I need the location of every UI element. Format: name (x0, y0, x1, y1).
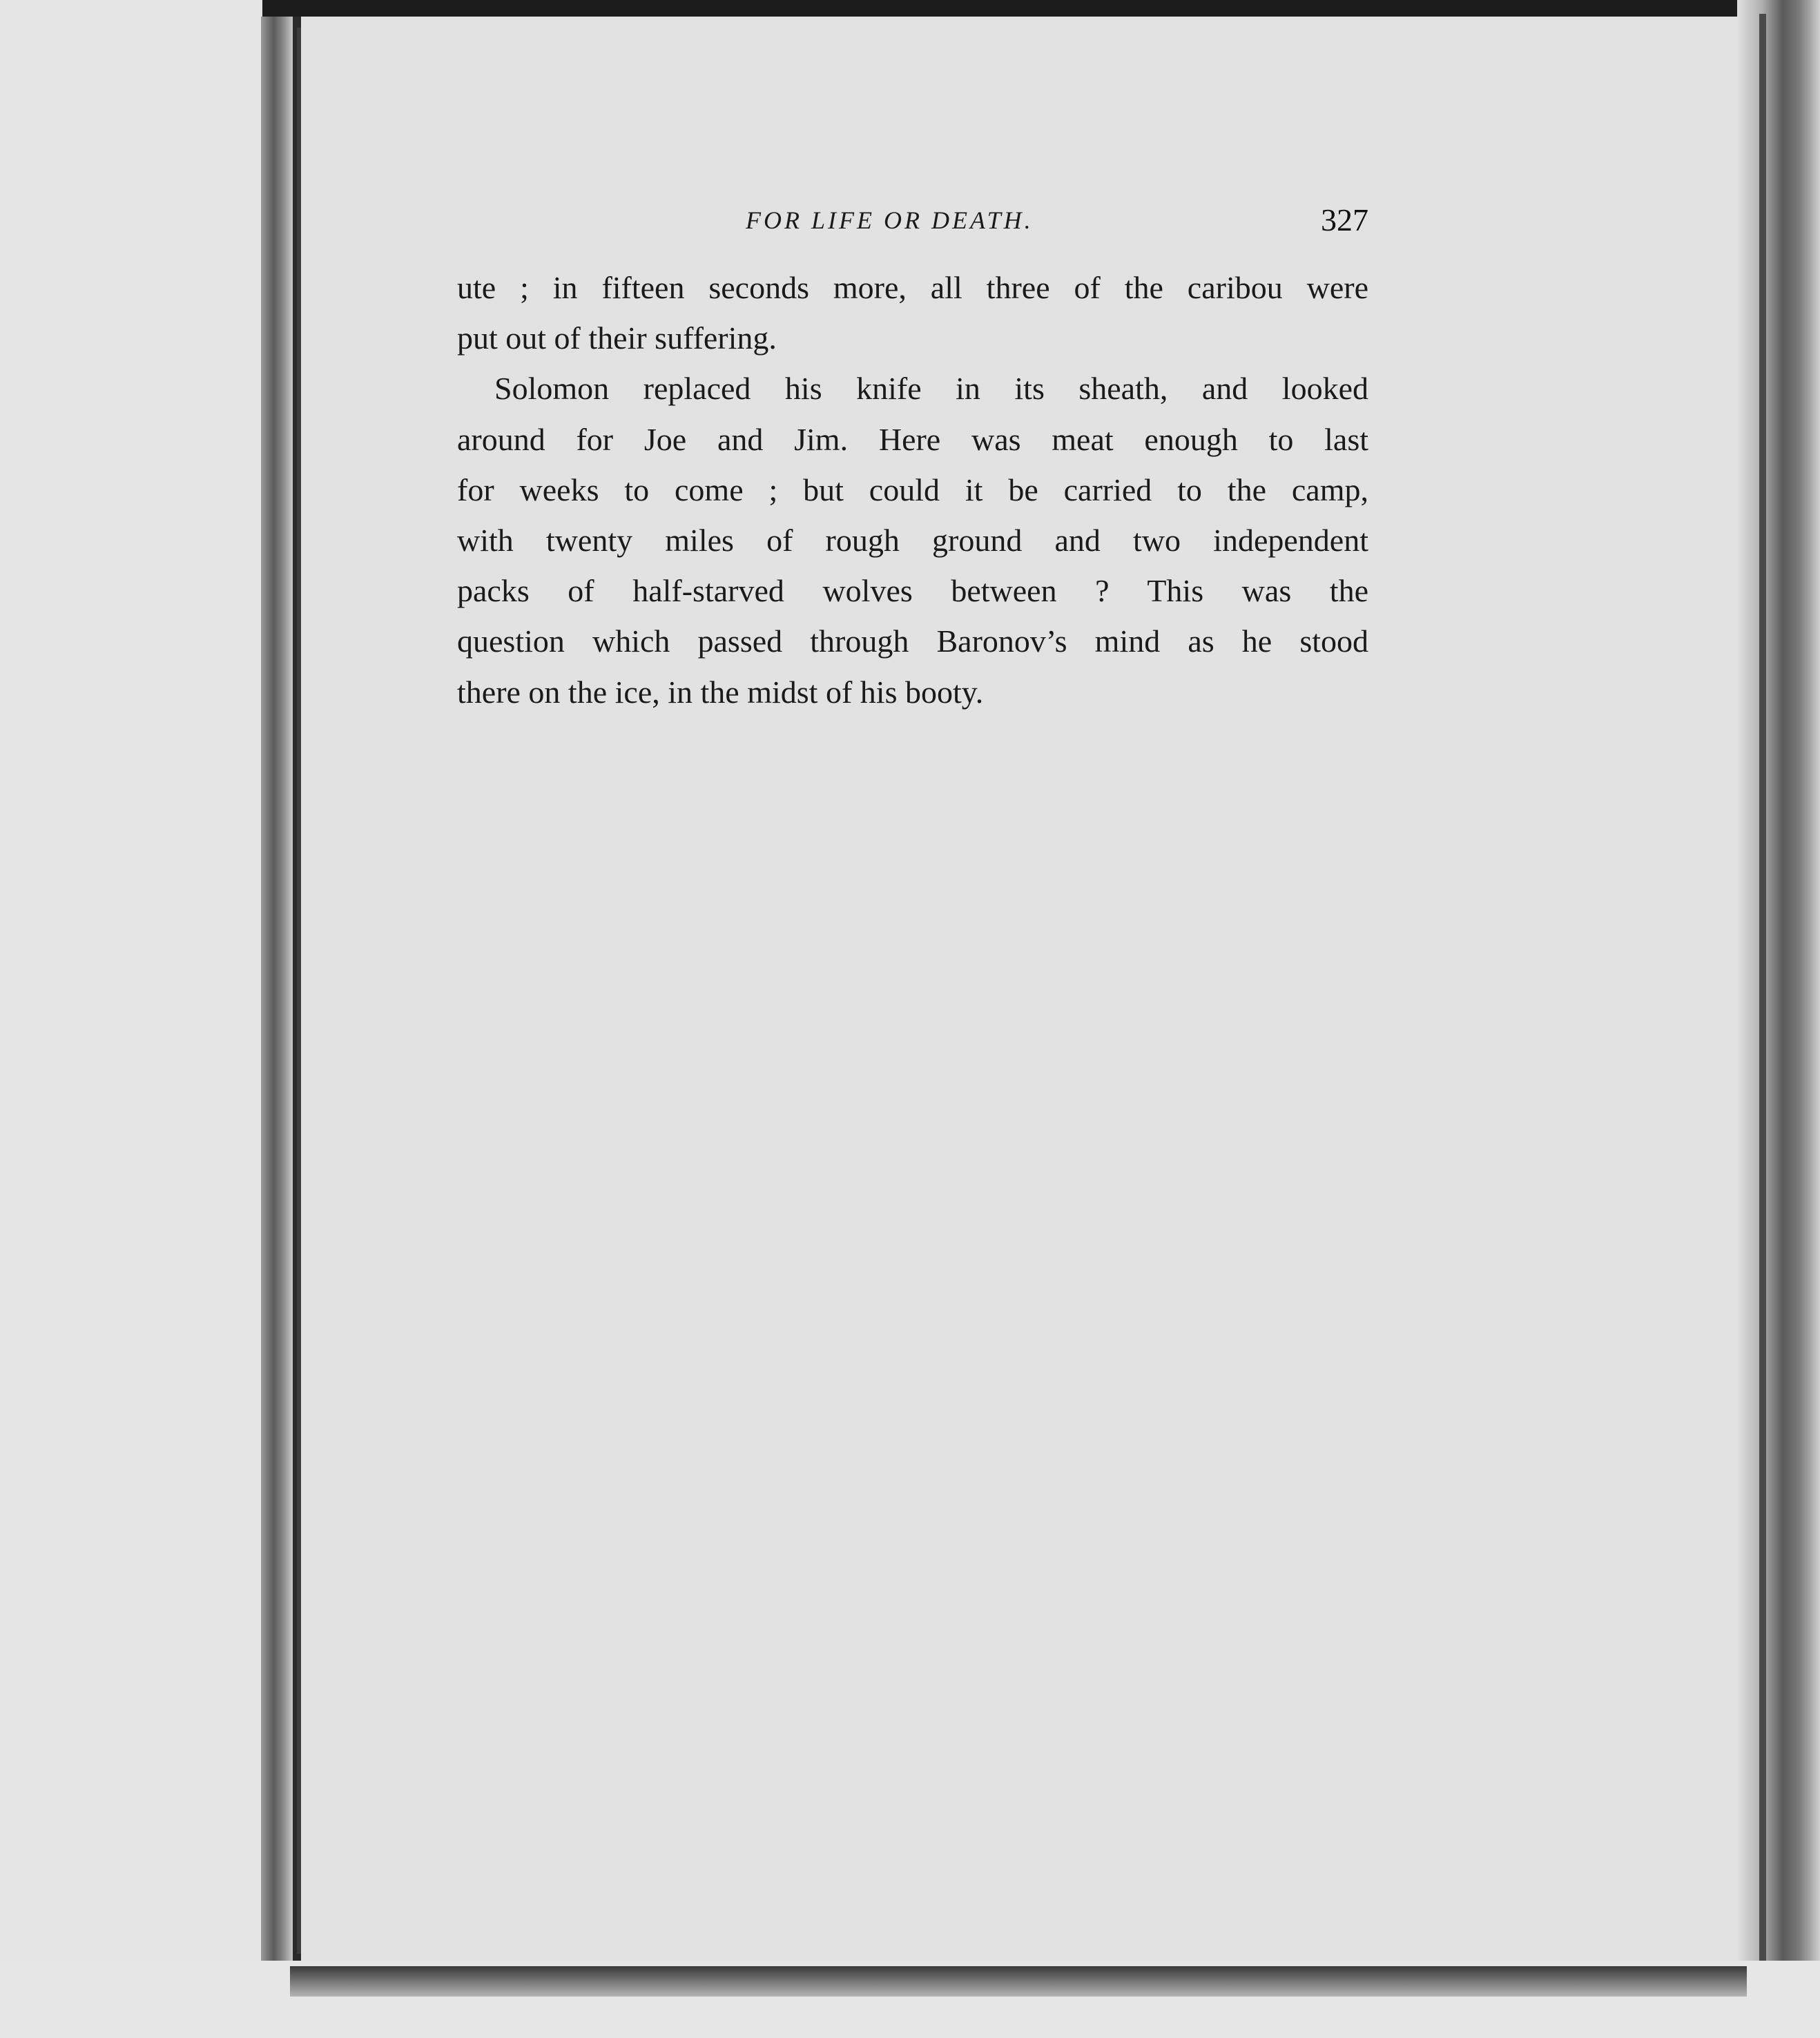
text-line: packs of half-starved wolves between ? This was the (457, 573, 1368, 609)
text-line: question which passed through Baronov’s mind as he stood (457, 623, 1368, 659)
book-bottom-edge (290, 1966, 1747, 1997)
text-line: ute ; in fifteen seconds more, all three of the caribou were (457, 270, 1368, 305)
cover-edge-shadow (1759, 14, 1766, 1968)
text-line: around for Joe and Jim. Here was meat enough to last (457, 421, 1368, 457)
left-page-blank (0, 0, 262, 2038)
text-line: put out of their suffering. (457, 320, 777, 356)
page-number: 327 (1321, 202, 1368, 237)
text-line: with twenty miles of rough ground and two independent (457, 523, 1368, 559)
running-title: FOR LIFE OR DEATH. (746, 206, 1034, 234)
book-cover-edge (1737, 0, 1820, 2038)
text-line: for weeks to come ; but could it be carried to the camp, (457, 472, 1368, 507)
text-line: Solomon replaced his knife in its sheath, and looked (494, 371, 1368, 407)
scan-top-edge (0, 0, 1820, 17)
text-line: there on the ice, in the midst of his booty. (457, 674, 984, 710)
running-head (457, 200, 1368, 242)
body-text (457, 262, 1368, 717)
book-gutter (261, 17, 293, 1963)
